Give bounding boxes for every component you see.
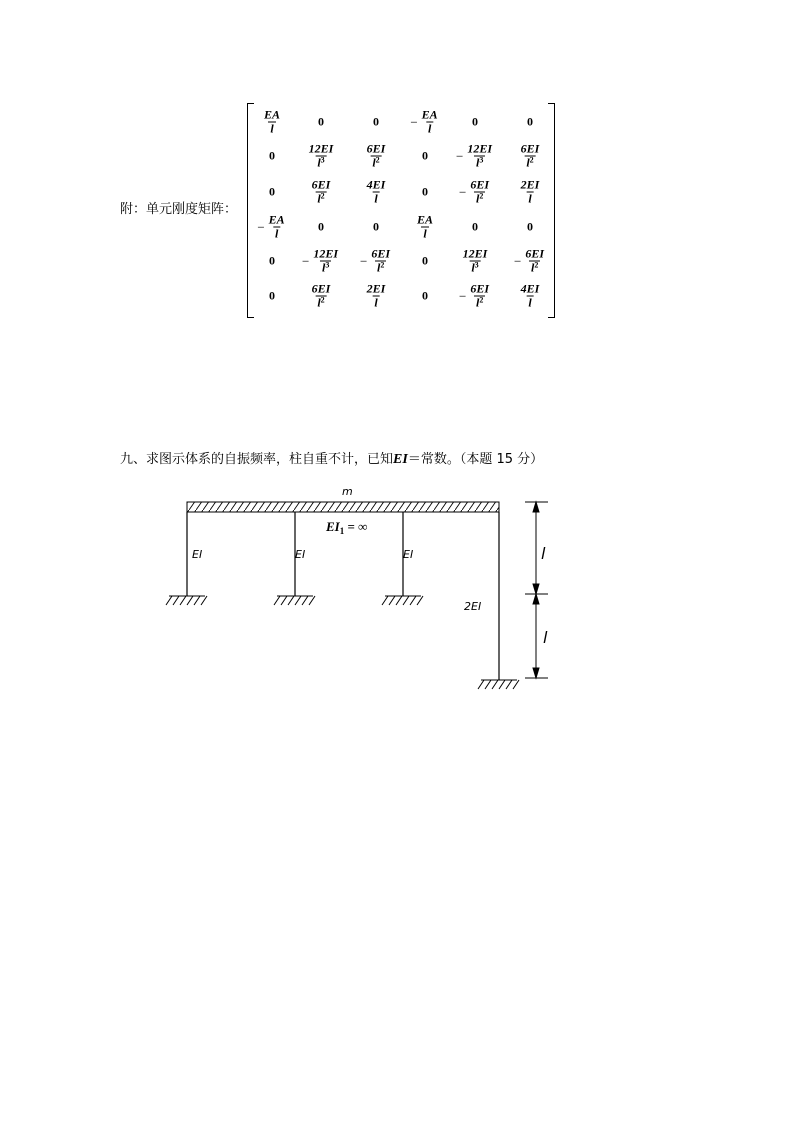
numerator: 12EI <box>313 246 339 261</box>
denominator-var: l <box>528 295 532 310</box>
numerator: 6EI <box>311 177 331 192</box>
denominator-var: l <box>427 121 432 136</box>
matrix-zero: 0 <box>318 219 324 234</box>
denominator-var: l <box>476 295 480 310</box>
minus-sign: − <box>257 219 265 234</box>
exponent: 3 <box>320 155 325 165</box>
rigid-beam <box>187 502 499 512</box>
exponent: 2 <box>320 191 325 201</box>
numerator: 12EI <box>467 141 493 156</box>
numerator: 6EI <box>520 141 540 156</box>
exponent: 2 <box>375 155 380 165</box>
denominator-var: l <box>322 260 326 275</box>
exponent: 2 <box>529 155 534 165</box>
matrix-zero: 0 <box>422 288 428 303</box>
matrix-zero: 0 <box>527 219 533 234</box>
numerator: EA <box>268 212 285 227</box>
minus-sign: − <box>301 253 310 268</box>
denominator-var: l <box>317 295 321 310</box>
denominator-var: l <box>270 121 274 136</box>
numerator: 6EI <box>311 281 331 296</box>
denominator-var: l <box>317 191 321 206</box>
denominator-var: l <box>471 260 475 275</box>
matrix-zero: 0 <box>373 114 379 129</box>
denominator-var: l <box>528 191 532 206</box>
fixed-support <box>478 680 519 689</box>
exponent: 2 <box>479 295 484 305</box>
matrix-zero: 0 <box>269 184 275 199</box>
numerator: 2EI <box>520 177 540 192</box>
denominator-var: l <box>526 155 530 170</box>
minus-sign: − <box>359 253 368 268</box>
question-text-2: ＝常数。（本题 15 分） <box>407 452 544 467</box>
matrix-zero: 0 <box>269 288 275 303</box>
numerator: EA <box>421 107 438 122</box>
minus-sign: − <box>455 148 464 163</box>
exponent: 2 <box>534 260 539 270</box>
denominator-var: l <box>531 260 535 275</box>
fixed-support <box>382 596 423 605</box>
denominator-var: l <box>423 226 427 241</box>
numerator: 2EI <box>366 281 386 296</box>
matrix-zero: 0 <box>269 253 275 268</box>
column-3-label: EI <box>403 548 414 561</box>
minus-sign: − <box>410 114 418 129</box>
numerator: EA <box>263 107 281 122</box>
question-text-1: 九、求图示体系的自振频率，柱自重不计，已知 <box>120 452 394 467</box>
matrix-zero: 0 <box>373 219 379 234</box>
numerator: 12EI <box>462 246 488 261</box>
numerator: 6EI <box>371 246 391 261</box>
numerator: 4EI <box>366 177 386 192</box>
numerator: EA <box>416 212 434 227</box>
denominator-var: l <box>317 155 321 170</box>
question-ei: EI <box>393 452 408 467</box>
denominator-var: l <box>476 155 480 170</box>
column-1-label: EI <box>192 548 203 561</box>
minus-sign: − <box>513 253 522 268</box>
matrix-zero: 0 <box>269 148 275 163</box>
exponent: 2 <box>479 191 484 201</box>
minus-sign: − <box>458 184 467 199</box>
matrix-zero: 0 <box>422 184 428 199</box>
exponent: 3 <box>479 155 484 165</box>
numerator: 12EI <box>308 141 334 156</box>
appendix-label: 附：单元刚度矩阵： <box>120 202 238 217</box>
exponent: 3 <box>325 260 330 270</box>
beam-stiffness-label: $EI_1$ = ∞ <box>326 519 368 536</box>
exponent: 3 <box>474 260 479 270</box>
denominator-var: l <box>377 260 381 275</box>
denominator-var: l <box>374 191 378 206</box>
denominator-var: l <box>372 155 376 170</box>
columns <box>187 512 499 680</box>
matrix-zero: 0 <box>422 253 428 268</box>
matrix-zero: 0 <box>318 114 324 129</box>
column-4-label: 2EI <box>464 600 482 613</box>
mass-label: m <box>342 485 353 498</box>
matrix-zero: 0 <box>472 114 478 129</box>
exponent: 2 <box>380 260 385 270</box>
denominator-var: l <box>274 226 279 241</box>
matrix-zero: 0 <box>422 148 428 163</box>
numerator: 6EI <box>366 141 386 156</box>
fixed-support <box>274 596 315 605</box>
matrix-zero: 0 <box>472 219 478 234</box>
matrix-zero: 0 <box>527 114 533 129</box>
numerator: 6EI <box>470 281 490 296</box>
dimension-label-upper: l <box>541 544 546 563</box>
numerator: 6EI <box>525 246 545 261</box>
denominator-var: l <box>476 191 480 206</box>
fixed-support <box>166 596 207 605</box>
numerator: 4EI <box>520 281 540 296</box>
exponent: 2 <box>320 295 325 305</box>
minus-sign: − <box>458 288 467 303</box>
denominator-var: l <box>374 295 378 310</box>
dimension-lines <box>525 502 548 678</box>
dimension-label-lower: l <box>543 628 548 647</box>
numerator: 6EI <box>470 177 490 192</box>
column-2-label: EI <box>295 548 306 561</box>
